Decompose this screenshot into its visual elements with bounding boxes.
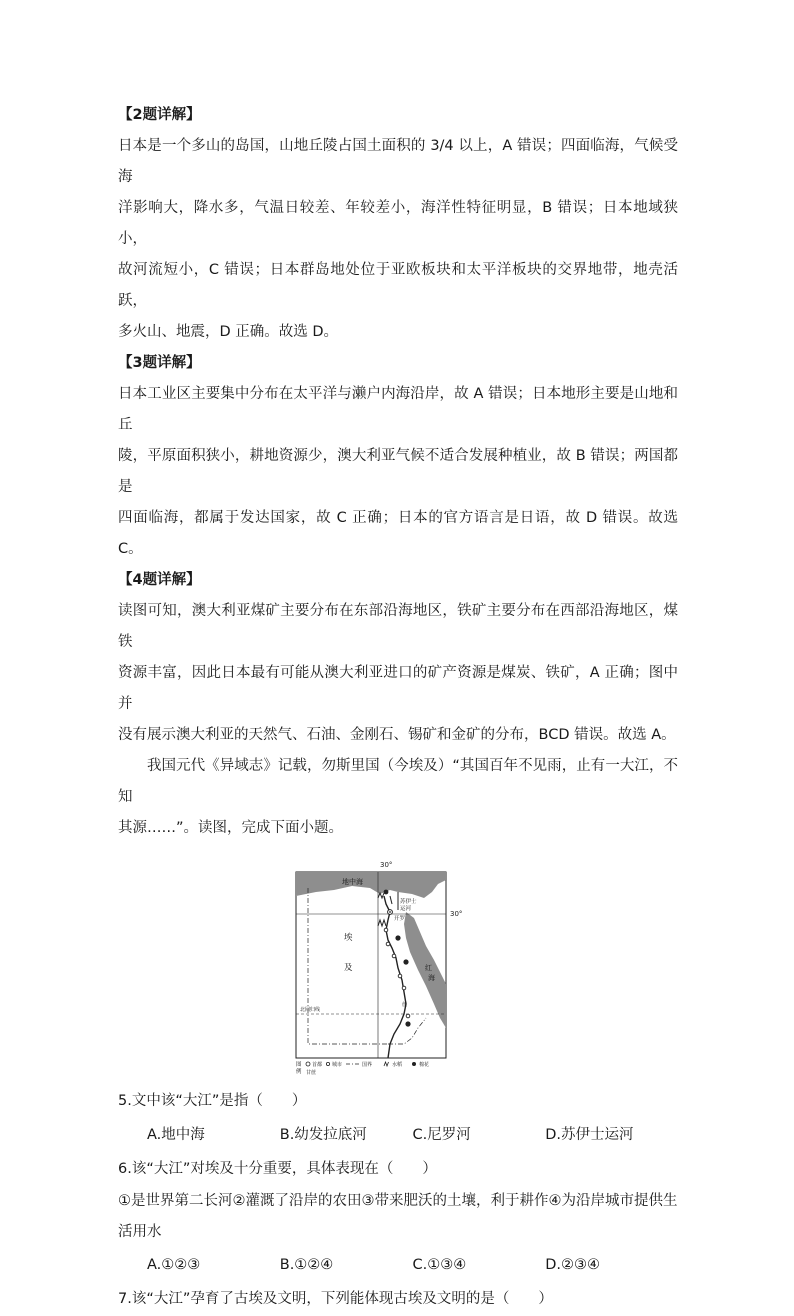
latitude-label: 30° <box>450 910 463 918</box>
red-sea-char-1: 红 <box>425 964 432 972</box>
city-marker <box>406 1014 410 1018</box>
question-5-option-d[interactable]: D.苏伊士运河 <box>545 1127 634 1143</box>
city-marker <box>392 954 396 958</box>
question-6-detail-2: 活用水 <box>118 1224 162 1240</box>
question-6-option-a[interactable]: A.①②③ <box>147 1257 201 1273</box>
egypt-map-figure <box>118 858 678 1078</box>
section-3-line-2: 陵，平原面积狭小，耕地资源少，澳大利亚气候不适合发展种植业，故 B 错误；两国都是 <box>118 448 678 495</box>
question-6-option-b[interactable]: B.①②④ <box>279 1257 334 1273</box>
canal-label-2: 运河 <box>400 906 412 912</box>
legend-cotton: 棉花 <box>419 1062 430 1068</box>
section-2-line-3: 故河流短小，C 错误；日本群岛地处位于亚欧板块和太平洋板块的交界地带，地壳活跃， <box>118 262 678 309</box>
cotton-icon <box>395 935 400 940</box>
section-4-line-2: 资源丰富，因此日本最有可能从澳大利亚进口的矿产资源是煤炭、铁矿，A 正确；图中并 <box>118 665 678 712</box>
section-3-line-3: 四面临海，都属于发达国家，故 C 正确；日本的官方语言是日语，故 D 错误。故选 C。 <box>118 510 678 557</box>
legend-title-1: 图 <box>296 1062 302 1068</box>
legend-capital: 首都 <box>312 1062 323 1068</box>
question-6-option-d[interactable]: D.②③④ <box>545 1257 601 1273</box>
question-5-option-c[interactable]: C.尼罗河 <box>412 1127 471 1143</box>
question-5-options <box>118 1118 678 1152</box>
city-marker <box>398 974 402 978</box>
legend-capital-icon <box>306 1062 310 1066</box>
cotton-icon <box>384 890 389 895</box>
sea-label: 地中海 <box>342 878 363 886</box>
section-heading-2: 【2题详解】 <box>118 107 201 123</box>
question-5-option-b[interactable]: B.幼发拉底河 <box>279 1127 367 1143</box>
country-char-1: 埃 <box>344 933 353 943</box>
section-2-line-2: 洋影响大，降水多，气温日较差、年较差小，海洋性特征明显，B 错误；日本地域狭小， <box>118 200 678 247</box>
city-marker <box>386 942 390 946</box>
cotton-icon <box>403 959 408 964</box>
intro-line-1: 我国元代《异域志》记载，勿斯里国（今埃及）“其国百年不见雨，止有一大江，不知 <box>118 758 678 805</box>
section-2-line-1: 日本是一个多山的岛国，山地丘陵占国土面积的 3/4 以上，A 错误；四面临海，气候受海 <box>118 138 678 185</box>
section-4-line-1: 读图可知，澳大利亚煤矿主要分布在东部沿海地区，铁矿主要分布在西部沿海地区，煤铁 <box>118 603 678 650</box>
city-marker <box>402 986 406 990</box>
question-7-stem: 7.该“大江”孕育了古埃及文明，下列能体现古埃及文明的是（ ） <box>118 1291 553 1307</box>
intro-line-2: 其源……”。读图，完成下面小题。 <box>118 820 344 836</box>
question-6-detail-1: ①是世界第二长河②灌溉了沿岸的农田③带来肥沃的土壤，利于耕作④为沿岸城市提供生 <box>118 1193 678 1209</box>
red-sea-char-2: 海 <box>428 974 435 982</box>
legend-city-icon <box>326 1062 329 1065</box>
question-6-options <box>118 1248 678 1282</box>
cane-mark: 蔗 <box>402 1002 408 1008</box>
legend-rice-icon <box>384 1062 389 1066</box>
section-3-line-1: 日本工业区主要集中分布在太平洋与濑户内海沿岸，故 A 错误；日本地形主要是山地和丘 <box>118 386 678 433</box>
legend-city: 城市 <box>332 1062 343 1068</box>
capital-dot <box>389 911 391 913</box>
egypt-map <box>294 858 478 1078</box>
legend-rice: 水稻 <box>392 1062 403 1068</box>
canal-label-1: 苏伊士 <box>400 899 417 905</box>
legend-border: 国界 <box>362 1062 373 1068</box>
city-marker <box>384 928 388 932</box>
question-6-option-c[interactable]: C.①③④ <box>412 1257 467 1273</box>
cotton-icon <box>405 1021 410 1026</box>
legend-cane: 甘蔗 <box>306 1070 317 1076</box>
tropic-label: 北回归线 <box>300 1007 321 1013</box>
legend-title-2: 例 <box>296 1069 302 1075</box>
content-column <box>118 100 678 1316</box>
section-2-line-4: 多火山、地震，D 正确。故选 D。 <box>118 324 339 340</box>
section-heading-4: 【4题详解】 <box>118 572 201 588</box>
section-4-line-3: 没有展示澳大利亚的天然气、石油、金刚石、锡矿和金矿的分布，BCD 错误。故选 A。 <box>118 727 676 743</box>
question-6-stem: 6.该“大江”对埃及十分重要，具体表现在（ ） <box>118 1161 437 1177</box>
section-heading-3: 【3题详解】 <box>118 355 201 371</box>
question-5-option-a[interactable]: A.地中海 <box>147 1127 205 1143</box>
capital-label: 开罗 <box>394 916 406 922</box>
longitude-label: 30° <box>380 861 393 869</box>
legend-cotton-icon <box>412 1062 416 1066</box>
country-char-2: 及 <box>344 963 353 973</box>
question-5-stem: 5.文中该“大江”是指（ ） <box>118 1093 307 1109</box>
